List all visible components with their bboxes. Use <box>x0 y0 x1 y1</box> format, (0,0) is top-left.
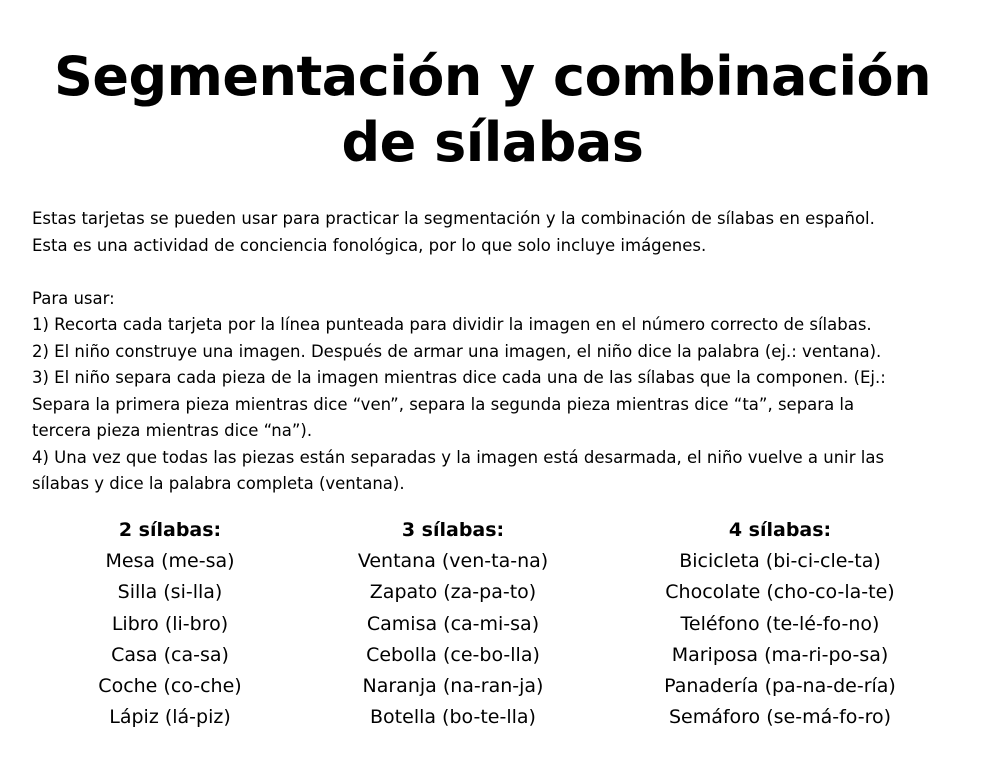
instruction-line: 2) El niño construye una imagen. Después de armar una imagen, el niño dice la palabra (ej.: ventana). <box>32 341 882 361</box>
two-syllable-column <box>54 514 286 734</box>
instruction-line: tercera pieza mientras dice “na”). <box>32 421 313 440</box>
column-heading: 3 sílabas: <box>401 519 505 541</box>
three-syllable-column <box>322 514 584 734</box>
instruction-line: sílabas y dice la palabra completa (ventana). <box>32 474 405 493</box>
word-item: Silla (si-lla) <box>117 581 223 604</box>
word-item: Botella (bo-te-lla) <box>370 706 536 729</box>
word-item: Chocolate (cho-co-la-te) <box>665 581 895 604</box>
instruction-line: 4) Una vez que todas las piezas están separadas y la imagen está desarmada, el niño vuelve a unir las <box>32 447 885 467</box>
word-item: Panadería (pa-na-de-ría) <box>664 675 896 698</box>
paragraph-spacer <box>32 259 962 286</box>
instruction-line: 1) Recorta cada tarjeta por la línea punteada para dividir la imagen en el número correcto de sílabas. <box>32 315 872 334</box>
word-item: Casa (ca-sa) <box>111 643 229 666</box>
description-line: Esta es una actividad de conciencia fonológica, por lo que solo incluye imágenes. <box>32 235 707 255</box>
intro-text <box>32 206 962 498</box>
four-syllable-column <box>624 514 936 734</box>
word-item: Cebolla (ce-bo-lla) <box>366 643 540 666</box>
word-item: Naranja (na-ran-ja) <box>362 675 544 698</box>
column-heading: 4 sílabas: <box>728 519 832 541</box>
page-title <box>0 44 985 176</box>
word-item: Ventana (ven-ta-na) <box>357 550 549 572</box>
word-item: Mesa (me-sa) <box>105 550 235 572</box>
title-line-2: de sílabas <box>341 111 644 174</box>
word-item: Zapato (za-pa-to) <box>369 581 537 604</box>
word-item: Mariposa (ma-ri-po-sa) <box>671 643 889 666</box>
usage-heading: Para usar: <box>32 288 115 308</box>
column-heading: 2 sílabas: <box>118 519 222 541</box>
description-line: Estas tarjetas se pueden usar para practicar la segmentación y la combinación de sílabas en español. <box>32 209 875 228</box>
word-item: Coche (co-che) <box>98 675 242 698</box>
word-item: Lápiz (lá-piz) <box>109 706 231 729</box>
title-line-1: Segmentación y combinación <box>53 45 932 108</box>
word-item: Libro (li-bro) <box>111 612 229 635</box>
word-item: Camisa (ca-mi-sa) <box>366 612 540 635</box>
instruction-line: 3) El niño separa cada pieza de la imagen mientras dice cada una de las sílabas que la componen. (Ej.: <box>32 368 886 387</box>
word-item: Teléfono (te-lé-fo-no) <box>680 612 880 635</box>
syllable-word-lists <box>0 514 985 744</box>
instruction-line: Separa la primera pieza mientras dice “ven”, separa la segunda pieza mientras dice “ta”, separa la <box>32 394 855 414</box>
word-item: Bicicleta (bi-ci-cle-ta) <box>679 550 881 572</box>
word-item: Semáforo (se-má-fo-ro) <box>668 706 892 729</box>
